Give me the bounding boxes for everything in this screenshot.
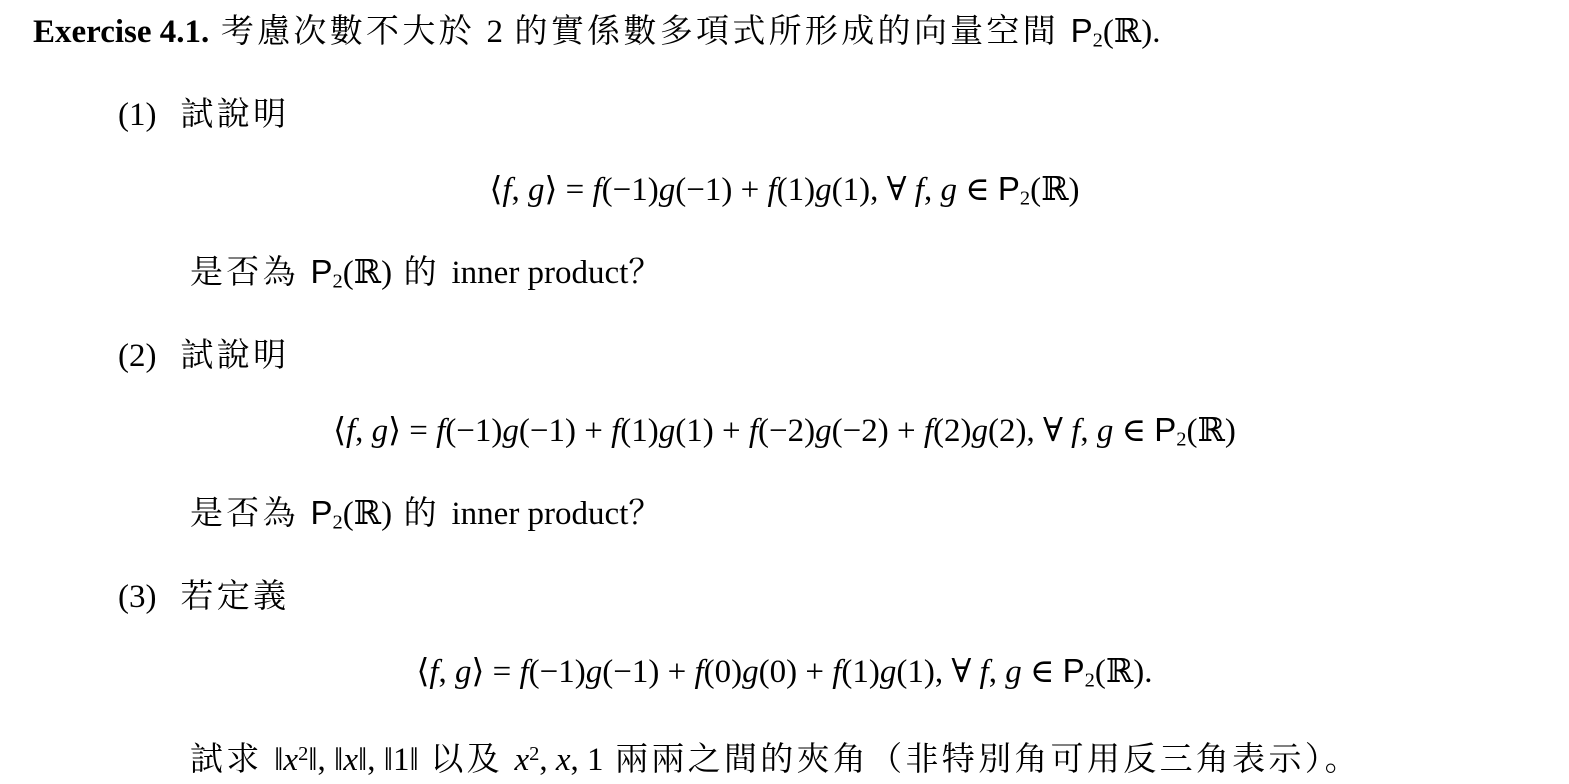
task-line bbox=[190, 730, 1569, 784]
item-1-lead-content: 試說明 bbox=[180, 96, 290, 133]
item-1-lead-marker: (1) bbox=[118, 96, 157, 133]
item-3-lead bbox=[118, 573, 1569, 621]
title-line bbox=[33, 7, 1569, 65]
formula-2 bbox=[0, 406, 1569, 464]
formula-1-content: ⟨f, g⟩ = f(−1)g(−1) + f(1)g(1), ∀ f, g ∈ P2(ℝ) bbox=[489, 169, 1080, 209]
formula-3 bbox=[0, 647, 1569, 705]
formula-2-content: ⟨f, g⟩ = f(−1)g(−1) + f(1)g(1) + f(−2)g(−2) + f(2)g(2), ∀ f, g ∈ P2(ℝ) bbox=[333, 410, 1236, 450]
item-2-lead-content: 試說明 bbox=[180, 337, 290, 374]
item-2-lead-marker: (2) bbox=[118, 337, 157, 374]
question-1 bbox=[190, 248, 1569, 306]
question-2 bbox=[190, 489, 1569, 547]
item-3-lead-content: 若定義 bbox=[180, 578, 290, 615]
item-3-lead-marker: (3) bbox=[118, 578, 157, 615]
item-1-lead bbox=[118, 91, 1569, 139]
title-line-content: Exercise 4.1. 考慮次數不大於 2 的實係數多項式所形成的向量空間 P2(ℝ). bbox=[33, 12, 1161, 52]
item-2-lead bbox=[118, 332, 1569, 380]
formula-1 bbox=[0, 165, 1569, 223]
question-1-content: 是否為 P2(ℝ) 的 inner product？ bbox=[190, 253, 665, 293]
task-line-content: 試求 $‖x^2‖$, ‖x‖, ‖1‖ 以及 $x^2$, x, 1 兩兩之間的夾角（非特別角可用反三角表示）。 bbox=[190, 742, 1361, 779]
question-2-content: 是否為 P2(ℝ) 的 inner product？ bbox=[190, 494, 665, 534]
formula-3-content: ⟨f, g⟩ = f(−1)g(−1) + f(0)g(0) + f(1)g(1), ∀ f, g ∈ P2(ℝ). bbox=[416, 651, 1153, 691]
